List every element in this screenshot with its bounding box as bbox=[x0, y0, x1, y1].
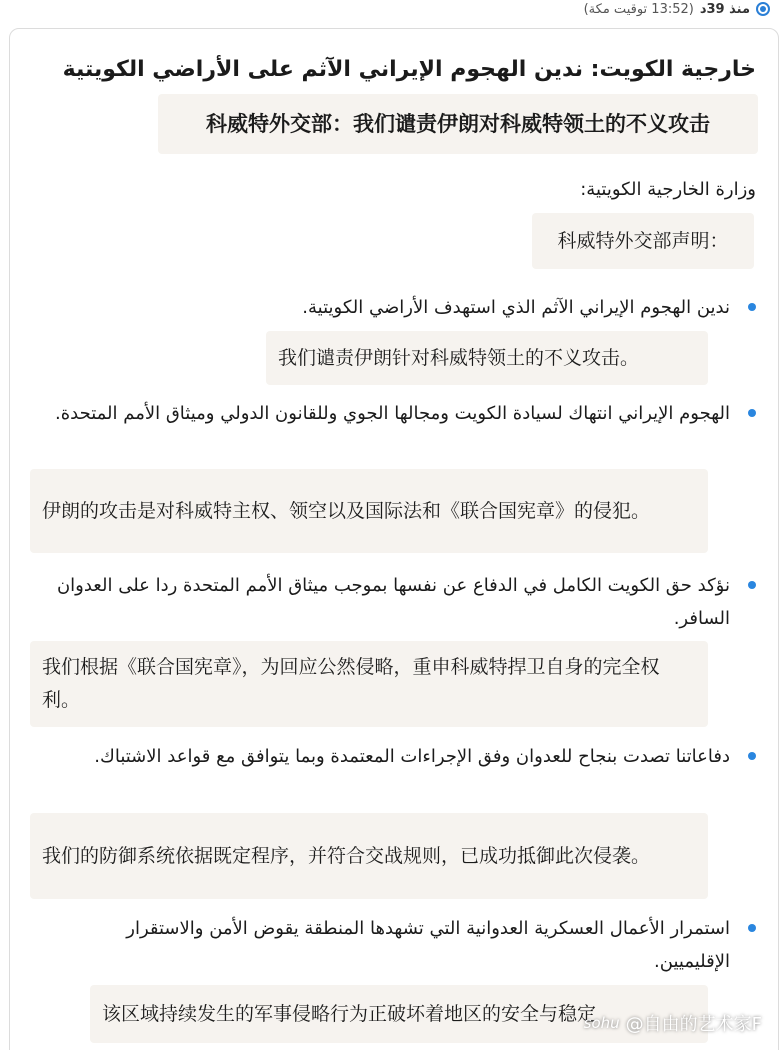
bullet-point-1-text: ندين الهجوم الإيراني الآثم الذي استهدف الأراضي الكويتية. bbox=[302, 297, 730, 318]
bullet-point-3-chinese: 我们根据《联合国宪章》，为回应公然侵略，重申科威特捍卫自身的完全权利。 bbox=[30, 641, 708, 727]
bullet-point-4-text: دفاعاتنا تصدت بنجاح للعدوان وفق الإجراءات المعتمدة وبما يتوافق مع قواعد الاشتباك. bbox=[94, 746, 730, 767]
bullet-point-2-text: الهجوم الإيراني انتهاك لسيادة الكويت ومجالها الجوي وللقانون الدولي وميثاق الأمم المتحدة. bbox=[54, 403, 730, 424]
timestamp-bar bbox=[584, 0, 770, 18]
time-ago: منذ 39د bbox=[699, 1, 750, 17]
bullet-point-2-arabic bbox=[50, 397, 756, 430]
statement-label-arabic: وزارة الخارجية الكويتية: bbox=[580, 179, 756, 200]
bullet-point-5-text: استمرار الأعمال العسكرية العدوانية التي تشهدها المنطقة يقوض الأمن والاستقرار الإقليميين. bbox=[126, 918, 730, 972]
bullet-point-4-arabic bbox=[50, 740, 756, 773]
bullet-dot-icon bbox=[748, 303, 756, 311]
bullet-point-1-arabic bbox=[50, 291, 756, 324]
bullet-dot-icon bbox=[748, 924, 756, 932]
time-stamp: (13:52 توقيت مكة) bbox=[583, 1, 694, 17]
live-indicator-icon bbox=[756, 2, 770, 16]
bullet-dot-icon bbox=[748, 581, 756, 589]
statement-label-chinese: 科威特外交部声明： bbox=[532, 213, 754, 269]
bullet-dot-icon bbox=[748, 752, 756, 760]
bullet-point-4-chinese: 我们的防御系统依据既定程序，并符合交战规则，已成功抵御此次侵袭。 bbox=[30, 813, 708, 899]
headline-arabic: خارجية الكويت: ندين الهجوم الإيراني الآثم على الأراضي الكويتية bbox=[62, 57, 756, 82]
watermark bbox=[584, 1010, 762, 1036]
bullet-dot-icon bbox=[748, 409, 756, 417]
watermark-text: @自由的艺术家F bbox=[625, 1014, 762, 1035]
bullet-point-3-text: نؤكد حق الكويت الكامل في الدفاع عن نفسها بموجب ميثاق الأمم المتحدة ردا على العدوان السافر. bbox=[56, 575, 730, 629]
bullet-point-2-chinese: 伊朗的攻击是对科威特主权、领空以及国际法和《联合国宪章》的侵犯。 bbox=[30, 469, 708, 553]
headline-chinese: 科威特外交部：我们谴责伊朗对科威特领土的不义攻击 bbox=[158, 94, 758, 154]
news-card bbox=[9, 28, 779, 1050]
bullet-point-1-chinese: 我们谴责伊朗针对科威特领土的不义攻击。 bbox=[266, 331, 708, 385]
bullet-point-5-chinese: 该区域持续发生的军事侵略行为正破坏着地区的安全与稳定 bbox=[90, 985, 708, 1043]
bullet-point-3-arabic bbox=[50, 569, 756, 635]
sohu-logo-icon: sohu bbox=[583, 1014, 620, 1032]
bullet-point-5-arabic bbox=[80, 912, 756, 978]
